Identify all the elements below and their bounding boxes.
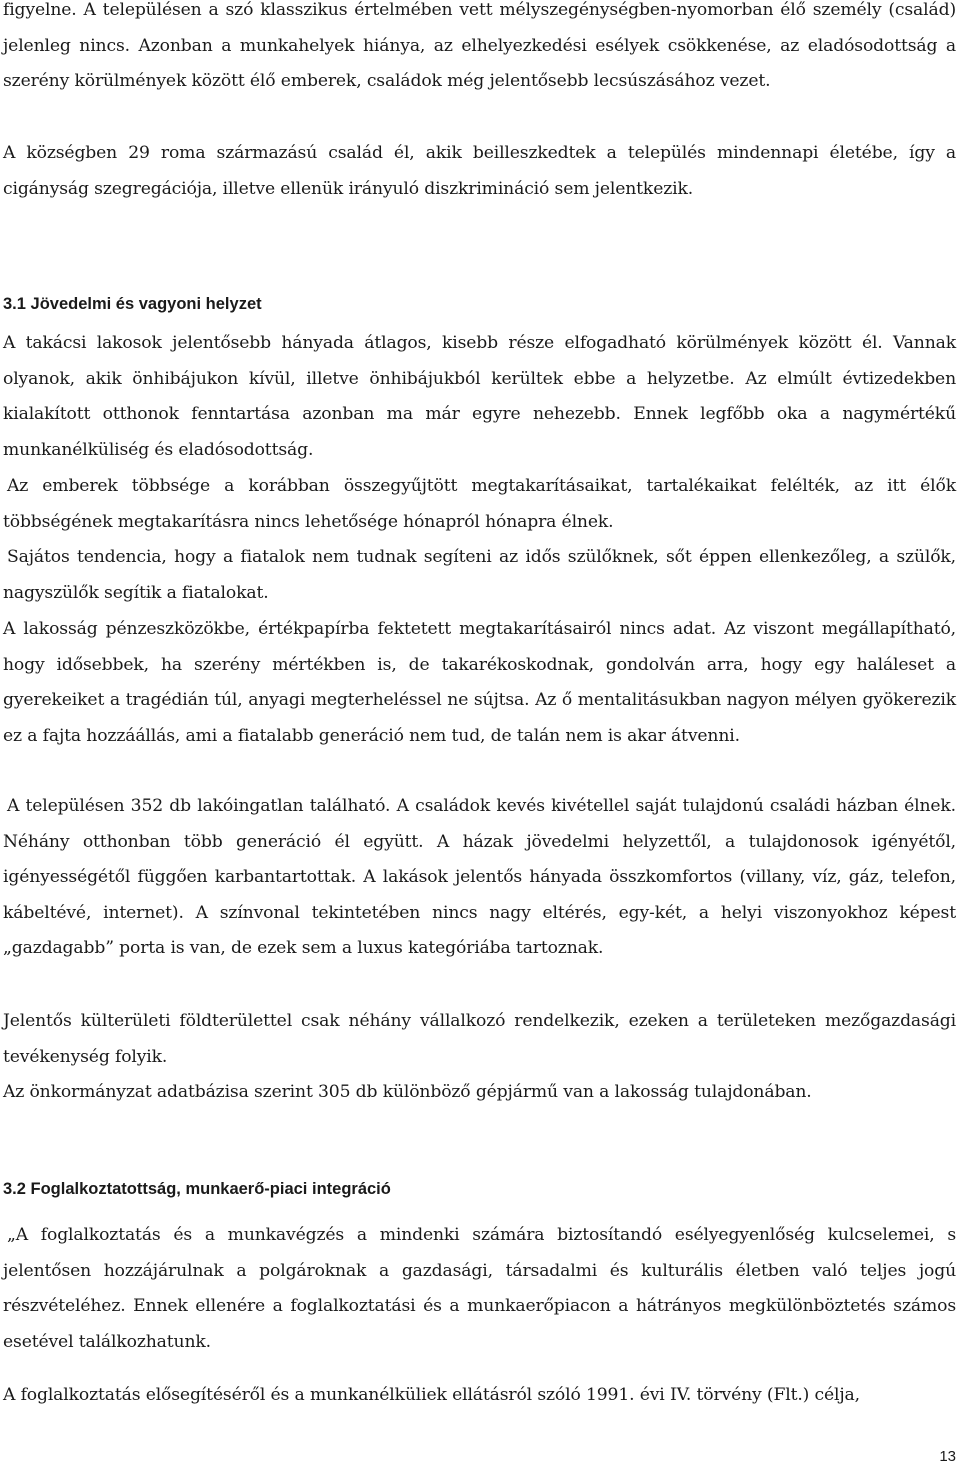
paragraph-housing: A településen 352 db lakóingatlan található. A családok kevés kivétellel saját tulajdonú családi házban élnek. Néhány otthonban több generáció él együtt. A házak jövedelmi helyzettől, a tulajdonosok igényétől, igényességétől függően karbantartottak. A lakások jelentős hányada összkomfortos (villany, víz, gáz, telefon, kábeltévé, internet). A színvonal tekintetében nincs nagy eltérés, egy-két, a helyi viszonyokhoz képest „gazdagabb” porta is van, de ezek sem a luxus kategóriába tartoznak. xyxy=(3,796,956,959)
paragraph-employment-quote: „A foglalkoztatás és a munkavégzés a mindenki számára biztosítandó esélyegyenlőség kulcselemei, s jelentősen hozzájárulnak a polgároknak a gazdasági, társadalmi és kulturális életben való teljes jogú részvételéhez. Ennek ellenére a foglalkoztatási és a munkaerőpiacon a hátrányos megkülönböztetés számos esetével találkozhatunk. xyxy=(3,1225,956,1352)
paragraph-land: Jelentős külterületi földterülettel csak néhány vállalkozó rendelkezik, ezeken a területeken mezőgazdasági tevékenység folyik. xyxy=(3,1011,956,1067)
section-heading-3-1: 3.1 Jövedelmi és vagyoni helyzet xyxy=(3,295,262,313)
paragraph-employment-law: A foglalkoztatás elősegítéséről és a munkanélküliek ellátásról szóló 1991. évi IV. törvény (Flt.) célja, xyxy=(3,1385,860,1405)
paragraph-income-situation: A takácsi lakosok jelentősebb hányada átlagos, kisebb része elfogadható körülmények között él. Vannak olyanok, akik önhibájukon kívül, illetve önhibájukból kerültek ebbe a helyzetbe. Az elmúlt évtizedekben kialakított otthonok fenntartása azonban ma már egyre nehezebb. Ennek legfőbb oka a nagymértékű munkanélküliség és eladósodottság. xyxy=(3,333,956,460)
paragraph-savings: Az emberek többsége a korábban összegyűjtött megtakarításaikat, tartalékaikat felélték, az itt élők többségének megtakarításra nincs lehetősége hónapról hónapra élnek. xyxy=(3,476,956,532)
paragraph-young-people: Sajátos tendencia, hogy a fiatalok nem tudnak segíteni az idős szülőknek, sőt éppen ellenkezőleg, a szülők, nagyszülők segítik a fiatalokat. xyxy=(3,547,956,603)
page-number: 13 xyxy=(939,1448,956,1465)
paragraph-roma-families: A községben 29 roma származású család él, akik beilleszkedtek a település mindennapi életébe, így a cigányság szegregációja, illetve ellenük irányuló diszkrimináció sem jelentkezik. xyxy=(3,143,956,199)
section-heading-3-2: 3.2 Foglalkoztatottság, munkaerő-piaci integráció xyxy=(3,1180,391,1198)
paragraph-investments: A lakosság pénzeszközökbe, értékpapírba fektetett megtakarításairól nincs adat. Az viszont megállapítható, hogy idősebbek, ha szerény mértékben is, de takarékoskodnak, gondolván arra, hogy egy haláleset a gyerekeiket a tragédián túl, anyagi megterheléssel ne sújtsa. Az ő mentalitásukban nagyon mélyen gyökerezik ez a fajta hozzáállás, ami a fiatalabb generáció nem tud, de talán nem is akar átvenni. xyxy=(3,619,956,746)
paragraph-vehicles: Az önkormányzat adatbázisa szerint 305 db különböző gépjármű van a lakosság tulajdonában. xyxy=(3,1082,812,1102)
paragraph-poverty: figyelne. A településen a szó klasszikus értelmében vett mélyszegénységben-nyomorban élő személy (család) jelenleg nincs. Azonban a munkahelyek hiánya, az elhelyezkedési esélyek csökkenése, az eladósodottság a szerény körülmények között élő emberek, családok még jelentősebb lecsúszásához vezet. xyxy=(3,0,956,92)
